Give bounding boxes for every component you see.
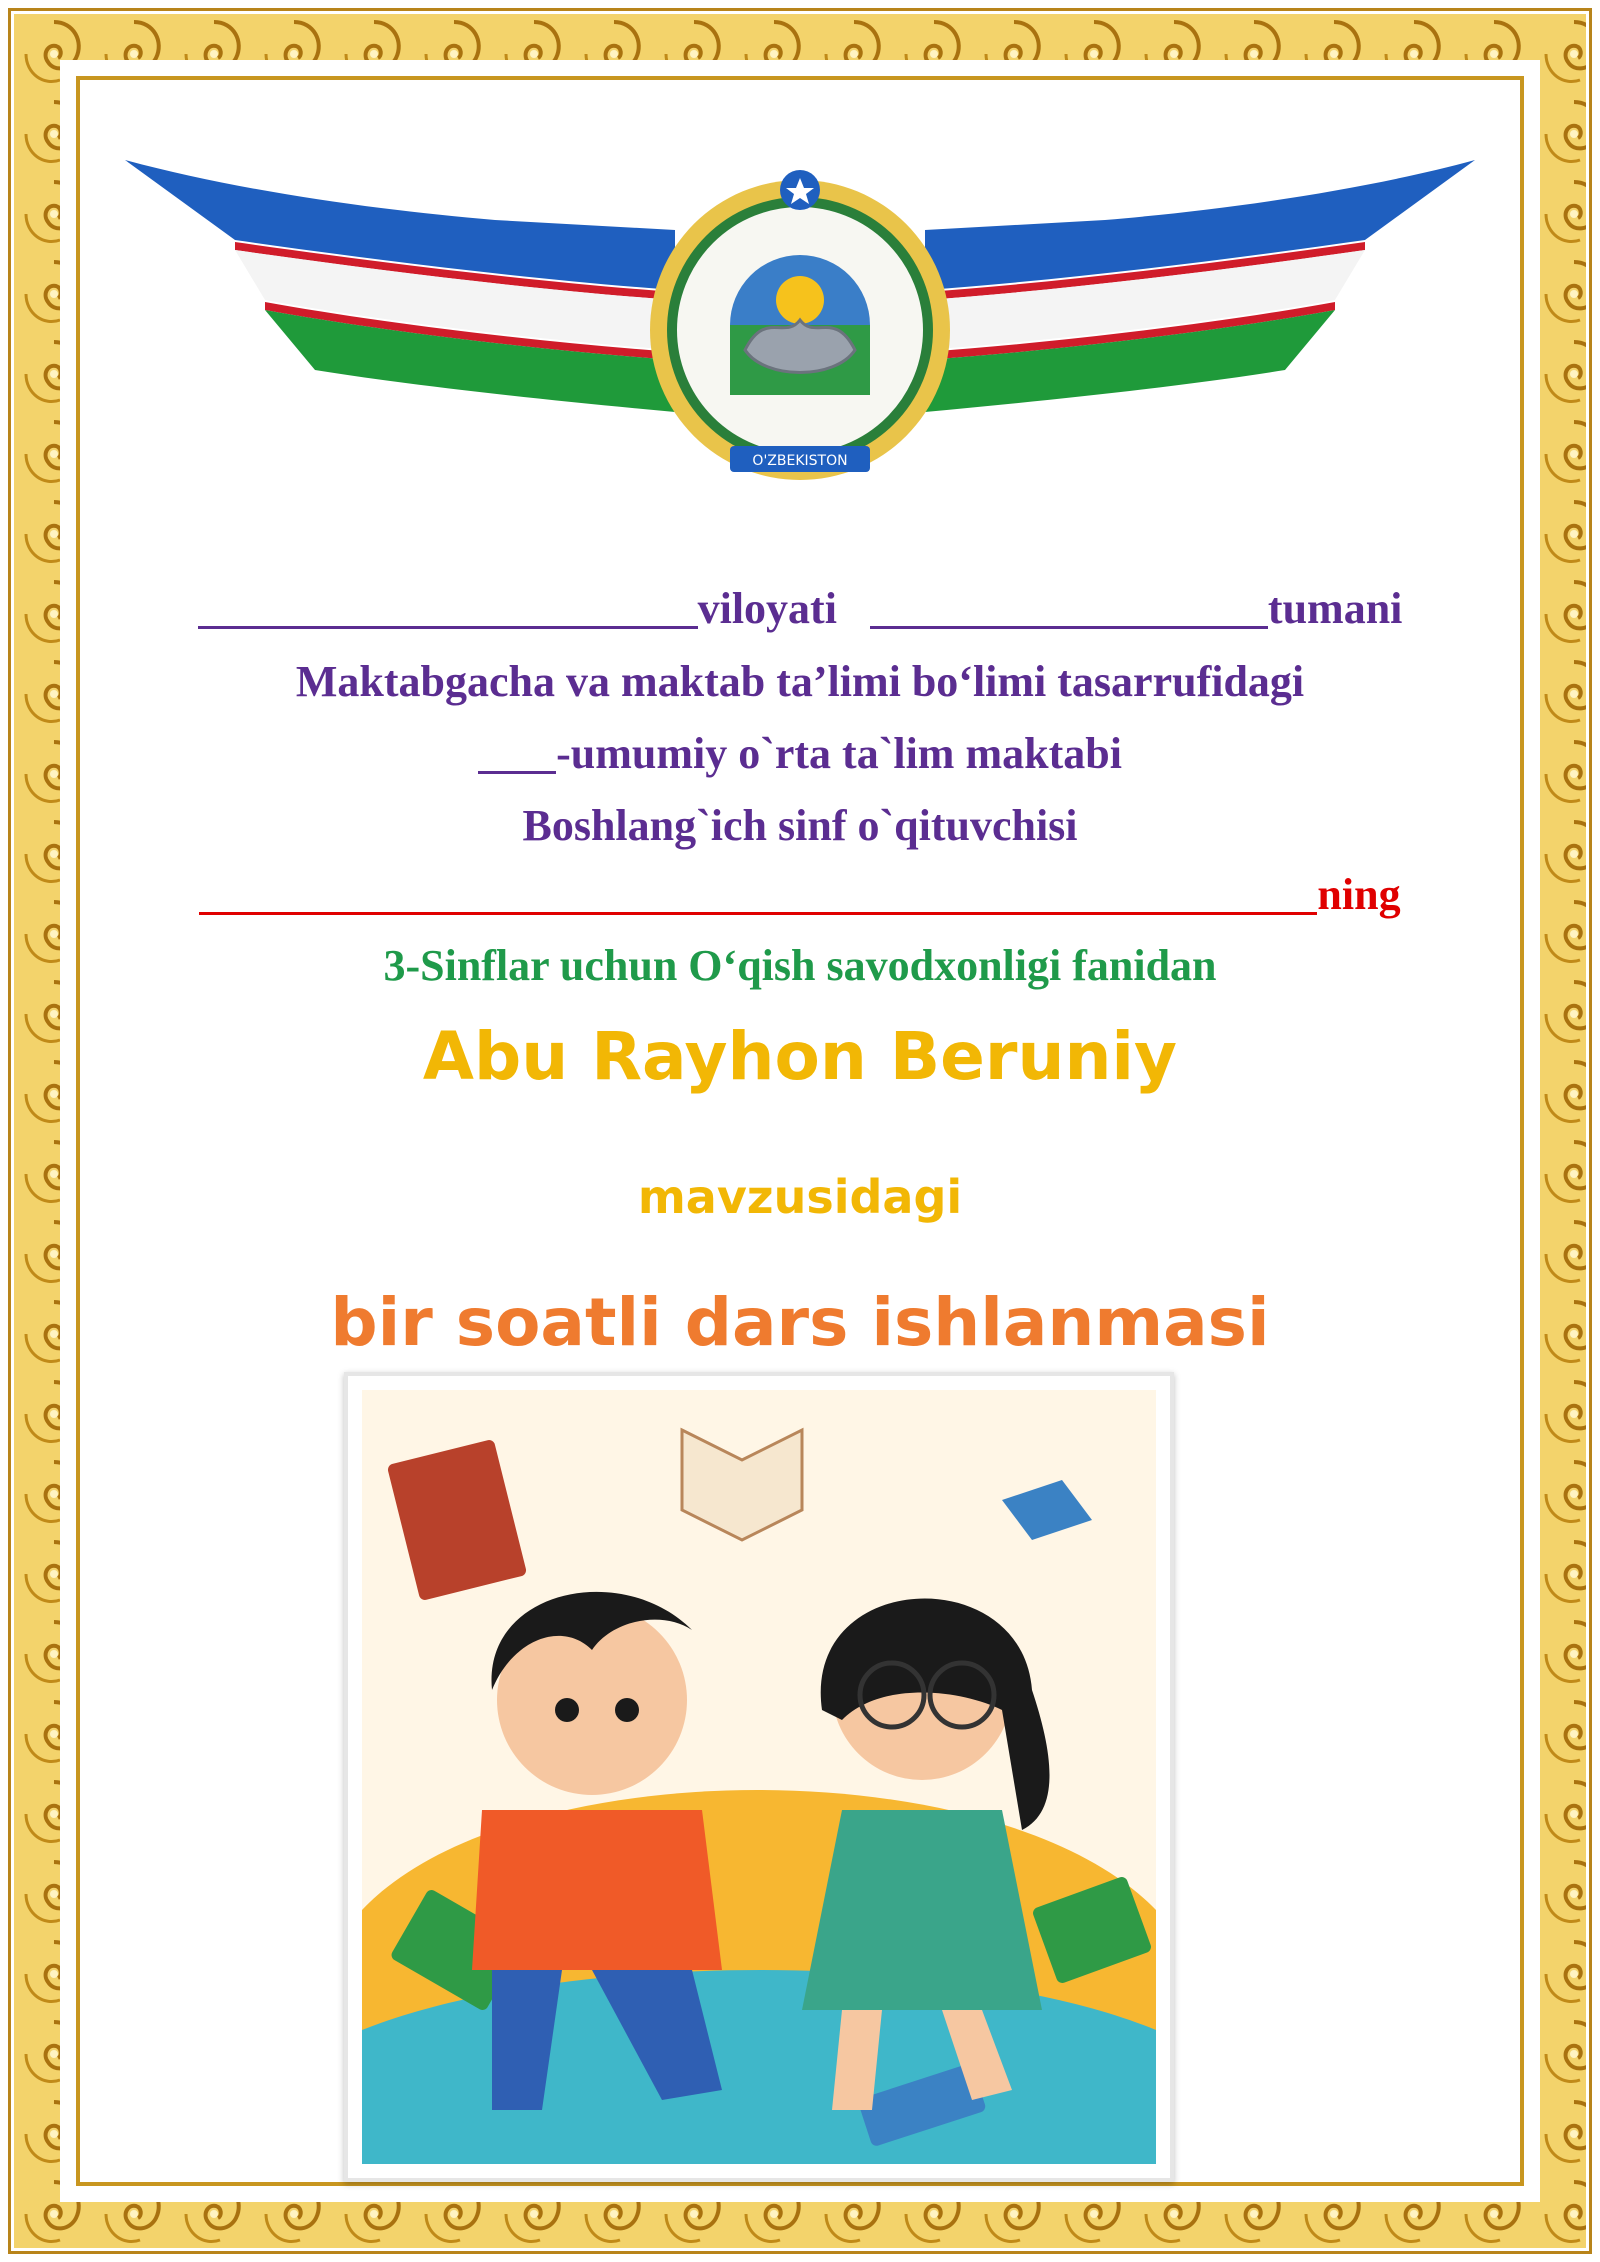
teacher-name-line [140, 868, 1460, 920]
subject-line: 3-Sinflar uchun O‘qish savodxonligi fanidan [383, 941, 1217, 990]
district-suffix: tumani [1267, 584, 1403, 633]
region-suffix: viloyati [697, 584, 837, 633]
school-number-blank [478, 731, 556, 774]
teacher-role-line: Boshlang`ich sinf o`qituvchisi [522, 801, 1078, 850]
region-blank [198, 582, 698, 629]
district-blank [870, 582, 1268, 629]
topic-suffix: mavzusidagi [637, 1170, 963, 1224]
school-suffix: -umumiy o`rta ta`lim maktabi [556, 729, 1122, 778]
region-line [140, 582, 1460, 634]
emblem-text: O'ZBEKISTON [752, 453, 848, 469]
department-line: Maktabgacha va maktab ta’limi bo‘limi tasarrufidagi [295, 657, 1305, 706]
school-line [140, 728, 1460, 779]
topic-title: Abu Rayhon Beruniy [422, 1018, 1178, 1095]
illustration-svg [362, 1390, 1156, 2164]
name-suffix: ning [1317, 870, 1401, 919]
children-books-illustration [344, 1372, 1174, 2182]
teacher-name-blank [199, 868, 1317, 915]
title-block [140, 0, 1460, 1400]
document-type: bir soatli dars ishlanmasi [330, 1284, 1270, 1361]
